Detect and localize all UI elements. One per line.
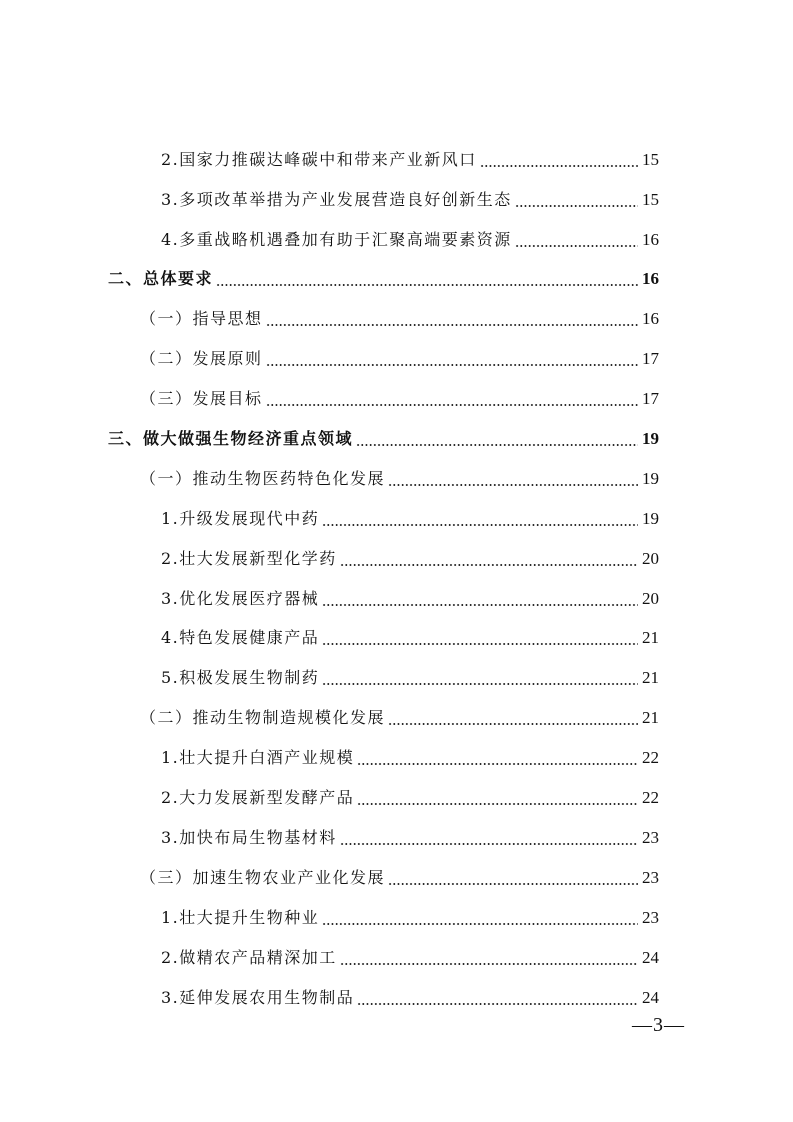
toc-entry[interactable] <box>161 662 659 688</box>
toc-subsection[interactable] <box>140 383 659 409</box>
toc-entry[interactable] <box>161 583 659 609</box>
toc-entry[interactable] <box>161 902 659 928</box>
toc-entry-page: 19 <box>642 429 659 448</box>
toc-entry-page: 17 <box>642 349 659 368</box>
toc-entry-title: （二）发展原则 <box>140 349 263 368</box>
toc-entry-title: （二）推动生物制造规模化发展 <box>140 708 386 727</box>
toc-entry-page: 21 <box>642 668 659 687</box>
toc-entry[interactable] <box>161 224 659 250</box>
toc-leader-dots <box>388 872 638 886</box>
toc-entry-page: 21 <box>642 708 659 727</box>
toc-leader-dots <box>515 234 638 248</box>
toc-leader-dots <box>216 273 638 287</box>
toc-entry-title: 2.壮大发展新型化学药 <box>161 549 337 568</box>
toc-entry-title: 1.壮大提升白酒产业规模 <box>161 748 355 767</box>
toc-entry[interactable] <box>161 782 659 808</box>
toc-entry[interactable] <box>161 543 659 569</box>
toc-entry-title: 1.升级发展现代中药 <box>161 509 320 528</box>
toc-subsection[interactable] <box>140 303 659 329</box>
toc-entry-title: 2.大力发展新型发酵产品 <box>161 788 355 807</box>
page-number: —3— <box>632 1014 685 1036</box>
toc-entry-title: 2.做精农产品精深加工 <box>161 948 337 967</box>
toc-leader-dots <box>357 752 638 766</box>
toc-entry-title: 3.延伸发展农用生物制品 <box>161 988 355 1007</box>
toc-entry[interactable] <box>161 144 659 170</box>
toc-entry-title: 5.积极发展生物制药 <box>161 668 320 687</box>
toc-entry-title: 3.加快布局生物基材料 <box>161 828 337 847</box>
toc-entry-page: 15 <box>642 190 659 209</box>
toc-entry[interactable] <box>161 503 659 529</box>
toc-leader-dots <box>322 593 638 607</box>
toc-entry[interactable] <box>161 742 659 768</box>
toc-entry-page: 16 <box>642 309 659 328</box>
toc-subsection[interactable] <box>140 862 659 888</box>
toc-leader-dots <box>266 393 638 407</box>
toc-entry-title: 3.多项改革举措为产业发展营造良好创新生态 <box>161 190 512 209</box>
toc-entry-page: 23 <box>642 908 659 927</box>
toc-leader-dots <box>322 672 638 686</box>
toc-entry-title: （三）加速生物农业产业化发展 <box>140 868 386 887</box>
toc-leader-dots <box>322 513 638 527</box>
toc-entry-page: 19 <box>642 509 659 528</box>
toc-entry[interactable] <box>161 622 659 648</box>
toc-leader-dots <box>266 313 638 327</box>
toc-leader-dots <box>388 473 638 487</box>
toc-entry-title: （一）指导思想 <box>140 309 263 328</box>
toc-entry-title: 3.优化发展医疗器械 <box>161 589 320 608</box>
toc-subsection[interactable] <box>140 702 659 728</box>
toc-entry-title: （一）推动生物医药特色化发展 <box>140 469 386 488</box>
toc-entry-page: 20 <box>642 589 659 608</box>
toc-entry-page: 20 <box>642 549 659 568</box>
toc-section-heading[interactable] <box>108 263 659 289</box>
toc-entry-title: 1.壮大提升生物种业 <box>161 908 320 927</box>
toc-leader-dots <box>480 154 638 168</box>
toc-section-heading[interactable] <box>108 423 659 449</box>
toc-entry-title: 三、做大做强生物经济重点领域 <box>108 429 354 448</box>
toc-leader-dots <box>322 632 638 646</box>
toc-leader-dots <box>340 553 638 567</box>
toc-leader-dots <box>322 912 638 926</box>
toc-entry-title: 二、总体要求 <box>108 269 214 288</box>
toc-leader-dots <box>357 992 638 1006</box>
toc-leader-dots <box>340 952 638 966</box>
toc-entry-title: 4.特色发展健康产品 <box>161 628 320 647</box>
toc-entry[interactable] <box>161 982 659 1008</box>
toc-entry-page: 21 <box>642 628 659 647</box>
toc-leader-dots <box>515 194 638 208</box>
toc-entry-page: 22 <box>642 748 659 767</box>
toc-entry[interactable] <box>161 184 659 210</box>
toc-subsection[interactable] <box>140 463 659 489</box>
toc-entry-page: 22 <box>642 788 659 807</box>
toc-leader-dots <box>356 433 638 447</box>
toc-entry-page: 23 <box>642 828 659 847</box>
toc-leader-dots <box>266 353 638 367</box>
toc-entry-page: 24 <box>642 988 659 1007</box>
toc-leader-dots <box>340 832 638 846</box>
toc-entry[interactable] <box>161 942 659 968</box>
toc-entry-page: 17 <box>642 389 659 408</box>
toc-entry-title: 2.国家力推碳达峰碳中和带来产业新风口 <box>161 150 477 169</box>
toc-entry-title: 4.多重战略机遇叠加有助于汇聚高端要素资源 <box>161 230 512 249</box>
toc-entry-page: 19 <box>642 469 659 488</box>
toc-leader-dots <box>357 792 638 806</box>
toc-entry-page: 23 <box>642 868 659 887</box>
toc-subsection[interactable] <box>140 343 659 369</box>
toc-entry-page: 24 <box>642 948 659 967</box>
toc-entry-page: 16 <box>642 269 659 288</box>
toc-leader-dots <box>388 712 638 726</box>
toc-entry[interactable] <box>161 822 659 848</box>
toc-entry-page: 16 <box>642 230 659 249</box>
toc-entry-page: 15 <box>642 150 659 169</box>
toc-entry-title: （三）发展目标 <box>140 389 263 408</box>
